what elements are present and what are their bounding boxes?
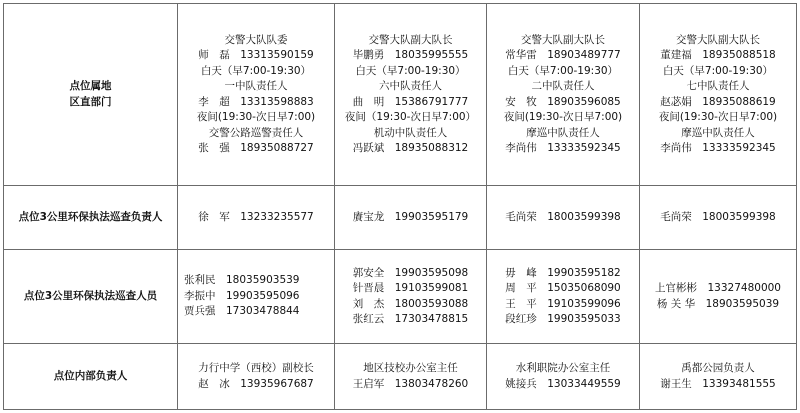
cell-line: 二中队责任人 <box>531 80 595 92</box>
roster-cell <box>335 186 487 250</box>
cell-line: 夜间（19:30-次日早7:00） <box>344 111 477 123</box>
roster-cell <box>640 186 797 250</box>
cell-line: 刘 杰 18003593088 <box>352 297 469 310</box>
row-header-text: 点位属地 <box>69 80 112 92</box>
table-row <box>4 250 797 344</box>
row-header-text: 区直部门 <box>69 95 112 108</box>
cell-line: 张红云 17303478815 <box>352 313 469 325</box>
roster-cell <box>178 4 335 186</box>
cell-line: 针晋晨 19103599081 <box>352 282 469 294</box>
cell-line: 一中队责任人 <box>224 80 288 92</box>
cell-line: 李尚伟 13333592345 <box>505 142 621 154</box>
cell-line: 安 牧 18903596085 <box>505 95 621 108</box>
cell-line: 六中队责任人 <box>379 80 442 92</box>
table-row <box>4 4 797 186</box>
roster-cell <box>335 344 487 410</box>
cell-line: 七中队责任人 <box>686 80 750 92</box>
row-header-text: 点位3公里环保执法巡查人员 <box>23 289 158 302</box>
cell-line: 夜间(19:30-次日早7:00) <box>196 111 316 123</box>
cell-line: 周 平 15035068090 <box>505 282 621 294</box>
cell-line: 王 平 19103599096 <box>505 297 621 310</box>
cell-line: 白天（早7:00-19:30） <box>200 64 312 77</box>
table-row <box>4 186 797 250</box>
cell-line: 力行中学（西校）副校长 <box>198 362 314 374</box>
cell-line: 交警大队副大队长 <box>676 33 760 46</box>
cell-line: 毛尚荣 18003599398 <box>505 210 621 223</box>
table-row <box>4 344 797 410</box>
roster-cell <box>487 186 640 250</box>
cell-line: 郭安全 19903595098 <box>352 266 469 279</box>
roster-cell <box>487 344 640 410</box>
cell-line: 交警大队副大队长 <box>521 33 605 46</box>
roster-cell <box>178 344 335 410</box>
cell-line: 冯跃斌 18935088312 <box>352 142 469 154</box>
cell-line: 夜间(19:30-次日早7:00) <box>658 111 778 123</box>
cell-line: 摩巡中队责任人 <box>681 126 755 139</box>
cell-line: 董建福 18935088518 <box>660 49 776 61</box>
cell-line: 段红珍 19903595033 <box>505 313 621 325</box>
roster-cell <box>178 250 335 344</box>
cell-line: 杨 关 华 18903595039 <box>656 297 780 310</box>
cell-line: 贾兵强 17303478844 <box>184 305 300 318</box>
cell-line: 水利职院办公室主任 <box>515 362 611 374</box>
cell-line: 李振中 19903595096 <box>184 289 300 302</box>
cell-line: 摩巡中队责任人 <box>526 126 600 139</box>
cell-line: 禹都公园负责人 <box>681 362 755 374</box>
roster-cell <box>335 250 487 344</box>
cell-line: 毋 峰 19903595182 <box>505 266 621 279</box>
cell-line: 王启军 13803478260 <box>352 377 469 390</box>
cell-line: 张利民 18035903539 <box>184 274 300 287</box>
roster-cell <box>640 250 797 344</box>
cell-line: 李尚伟 13333592345 <box>660 142 776 154</box>
cell-line: 师 磊 13313590159 <box>198 49 314 61</box>
cell-line: 上官彬彬 13327480000 <box>655 282 781 294</box>
cell-line: 常华雷 18903489777 <box>505 49 621 61</box>
cell-line: 地区技校办公室主任 <box>363 362 458 374</box>
cell-line: 张 强 18935088727 <box>198 142 314 154</box>
cell-line: 白天（早7:00-19:30） <box>355 64 466 77</box>
cell-line: 交警大队队委 <box>224 33 288 46</box>
cell-line: 交警公路巡警责任人 <box>208 126 304 139</box>
cell-line: 徐 军 13233235577 <box>198 210 314 223</box>
cell-line: 机动中队责任人 <box>373 126 448 139</box>
row-header <box>4 186 178 250</box>
row-header-text: 点位3公里环保执法巡查负责人 <box>18 210 163 223</box>
cell-line: 谢王生 13393481555 <box>660 377 776 390</box>
roster-cell <box>178 186 335 250</box>
roster-cell <box>335 4 487 186</box>
cell-line: 夜间(19:30-次日早7:00) <box>503 111 623 123</box>
row-header <box>4 4 178 186</box>
cell-line: 李 超 13313598883 <box>198 95 314 108</box>
row-header <box>4 344 178 410</box>
cell-line: 毛尚荣 18003599398 <box>660 210 776 223</box>
cell-line: 赵苾娟 18935088619 <box>660 95 776 108</box>
cell-line: 曲 明 15386791777 <box>352 95 469 108</box>
roster-cell <box>640 4 797 186</box>
cell-line: 白天（早7:00-19:30） <box>507 64 619 77</box>
roster-cell <box>487 4 640 186</box>
cell-line: 赵 冰 13935967687 <box>198 377 314 390</box>
cell-line: 交警大队副大队长 <box>368 33 453 46</box>
duty-roster-table <box>3 3 797 410</box>
row-header <box>4 250 178 344</box>
cell-line: 毕鹏勇 18035995555 <box>352 49 469 61</box>
cell-line: 賡宝龙 19903595179 <box>352 210 469 223</box>
row-header-text: 点位内部负责人 <box>53 369 128 382</box>
cell-line: 姚接兵 13033449559 <box>505 377 621 390</box>
roster-cell <box>487 250 640 344</box>
roster-cell <box>640 344 797 410</box>
cell-line: 白天（早7:00-19:30） <box>662 64 774 77</box>
